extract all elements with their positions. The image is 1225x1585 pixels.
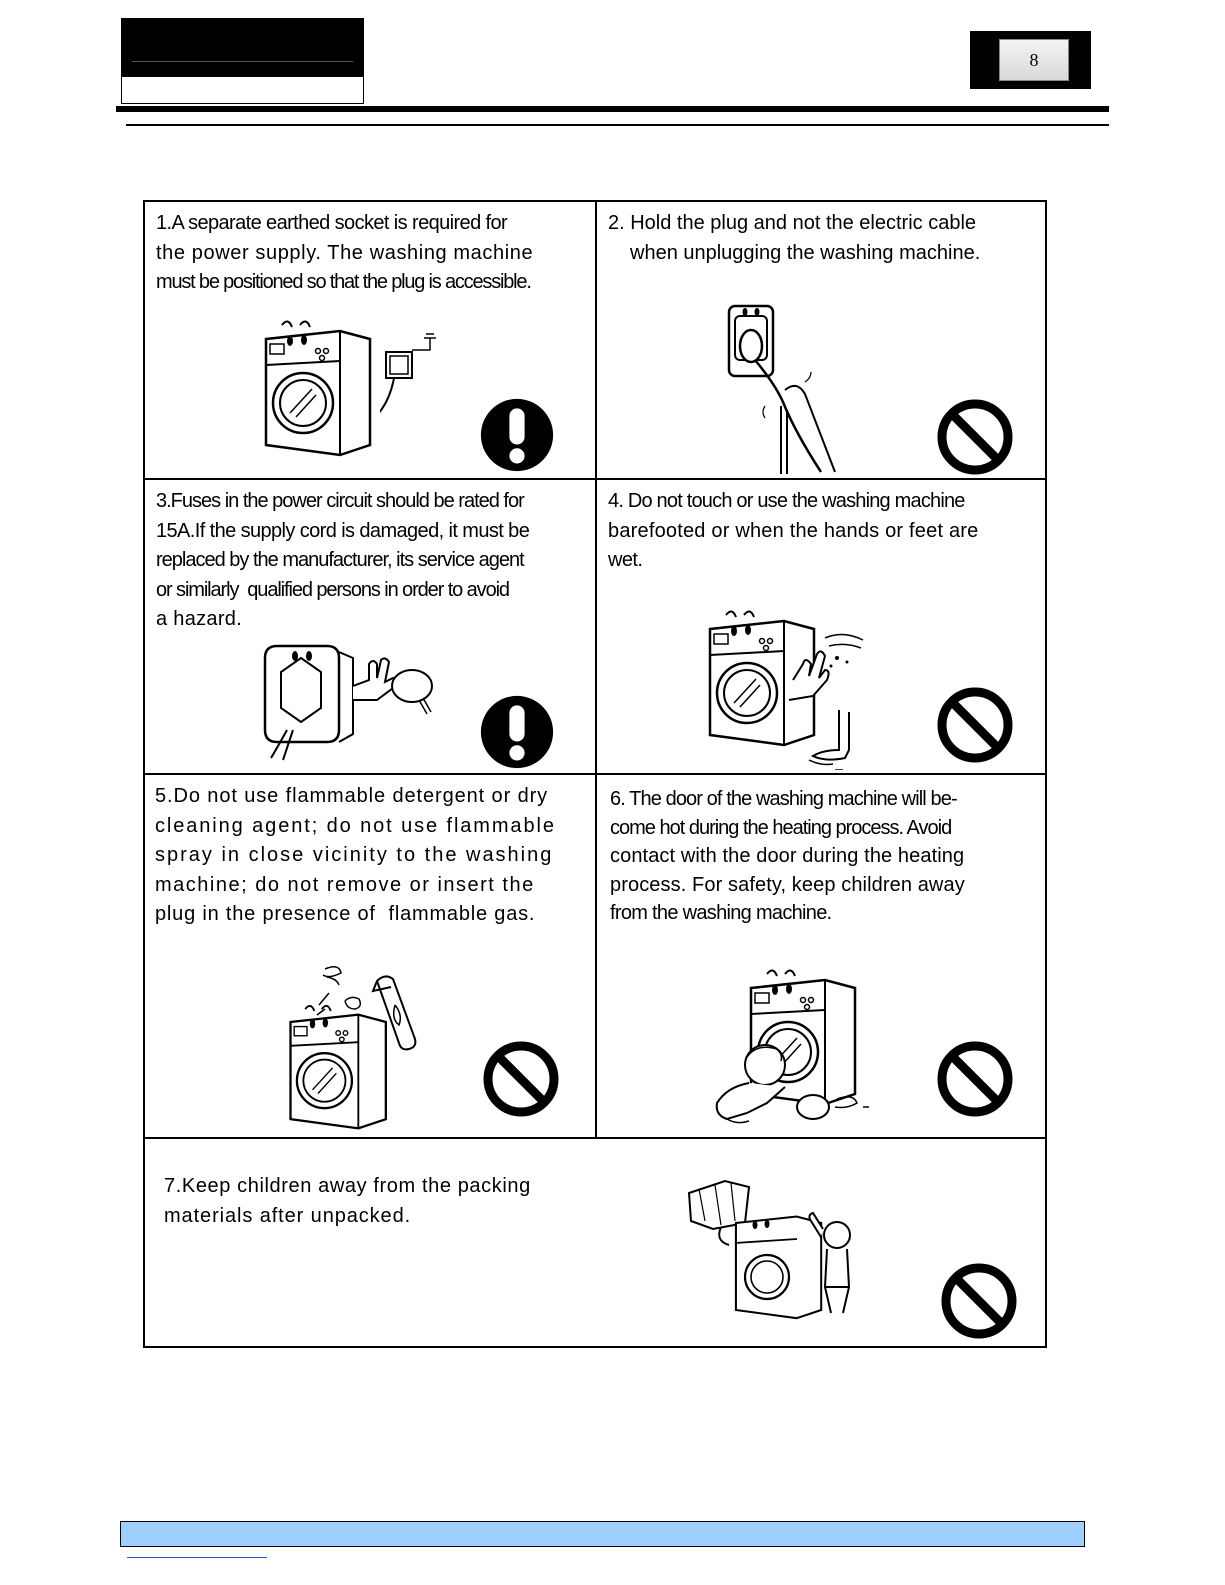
packing-materials-and-child-illustration xyxy=(685,1177,865,1327)
text-line: spray in close vicinity to the washing xyxy=(155,844,554,866)
safety-instructions-grid xyxy=(143,200,1047,1348)
text-line: materials after unpacked. xyxy=(164,1204,412,1227)
header-rule-thin xyxy=(126,124,1109,126)
text-line: process. For safety, keep children away xyxy=(610,873,965,896)
page-number: 8 xyxy=(999,39,1069,81)
safety-item-4-text xyxy=(608,487,1038,576)
safety-item-4 xyxy=(597,480,1047,773)
text-line: 7.Keep children away from the packing xyxy=(164,1175,531,1197)
child-crawling-illustration xyxy=(707,1043,887,1127)
header-logo-line xyxy=(132,61,353,62)
header-logo-band xyxy=(122,19,363,77)
safety-item-1 xyxy=(145,202,595,478)
safety-item-1-text xyxy=(156,209,596,298)
spray-can-illustration xyxy=(315,965,425,1065)
washing-machine-illustration xyxy=(260,314,380,460)
fuse-box-illustration xyxy=(257,630,437,762)
safety-item-6 xyxy=(597,775,1047,1137)
mandatory-exclamation-icon xyxy=(479,694,555,770)
text-line: 5.Do not use flammable detergent or dry xyxy=(155,785,549,807)
text-line: must be positioned so that the plug is accessible. xyxy=(156,271,531,293)
text-line: a hazard. xyxy=(156,608,243,630)
text-line: barefooted or when the hands or feet are xyxy=(608,519,979,542)
safety-item-3 xyxy=(145,480,595,773)
page-number-box xyxy=(970,31,1091,89)
text-line: from the washing machine. xyxy=(610,902,832,924)
safety-item-7-text xyxy=(164,1172,604,1231)
text-line: machine; do not remove or insert the xyxy=(155,873,535,896)
footer-bar xyxy=(120,1521,1085,1547)
safety-item-2 xyxy=(597,202,1047,478)
prohibited-icon xyxy=(939,1261,1019,1341)
safety-item-5 xyxy=(145,775,595,1137)
header-rule-thick xyxy=(116,106,1109,112)
wet-hand-and-foot-illustration xyxy=(773,620,873,770)
mandatory-exclamation-icon xyxy=(479,397,555,473)
safety-item-3-text xyxy=(156,487,596,635)
text-line: when unplugging the washing machine. xyxy=(630,241,981,264)
safety-item-5-text xyxy=(155,782,595,930)
text-line: wet. xyxy=(608,549,643,571)
safety-item-6-text xyxy=(610,785,1040,928)
text-line: 15A.If the supply cord is damaged, it must be xyxy=(156,519,530,542)
text-line: 6. The door of the washing machine will be- xyxy=(610,788,957,810)
prohibited-icon xyxy=(935,685,1015,765)
text-line: the power supply. The washing machine xyxy=(156,241,534,264)
safety-item-2-text xyxy=(608,209,1038,268)
text-line: 2. Hold the plug and not the electric cable xyxy=(608,212,977,234)
text-line: contact with the door during the heating xyxy=(610,845,965,867)
text-line: 3.Fuses in the power circuit should be rated for xyxy=(156,490,524,512)
text-line: come hot during the heating process. Avoid xyxy=(610,816,952,839)
prohibited-icon xyxy=(481,1039,561,1119)
text-line: replaced by the manufacturer, its service agent xyxy=(156,549,524,571)
prohibited-icon xyxy=(935,1039,1015,1119)
wall-socket-illustration xyxy=(380,330,440,420)
plug-and-hand-illustration xyxy=(725,302,875,478)
safety-item-7 xyxy=(145,1139,1045,1346)
text-line: 4. Do not touch or use the washing machine xyxy=(608,490,965,512)
prohibited-icon xyxy=(935,397,1015,477)
header-logo-block xyxy=(121,18,364,104)
text-line: cleaning agent; do not use flammable xyxy=(155,814,556,837)
text-line: or similarly qualified persons in order to avoid xyxy=(156,578,509,601)
footer-underline xyxy=(127,1557,267,1558)
text-line: 1.A separate earthed socket is required for xyxy=(156,212,508,234)
text-line: plug in the presence of flammable gas. xyxy=(155,903,536,925)
